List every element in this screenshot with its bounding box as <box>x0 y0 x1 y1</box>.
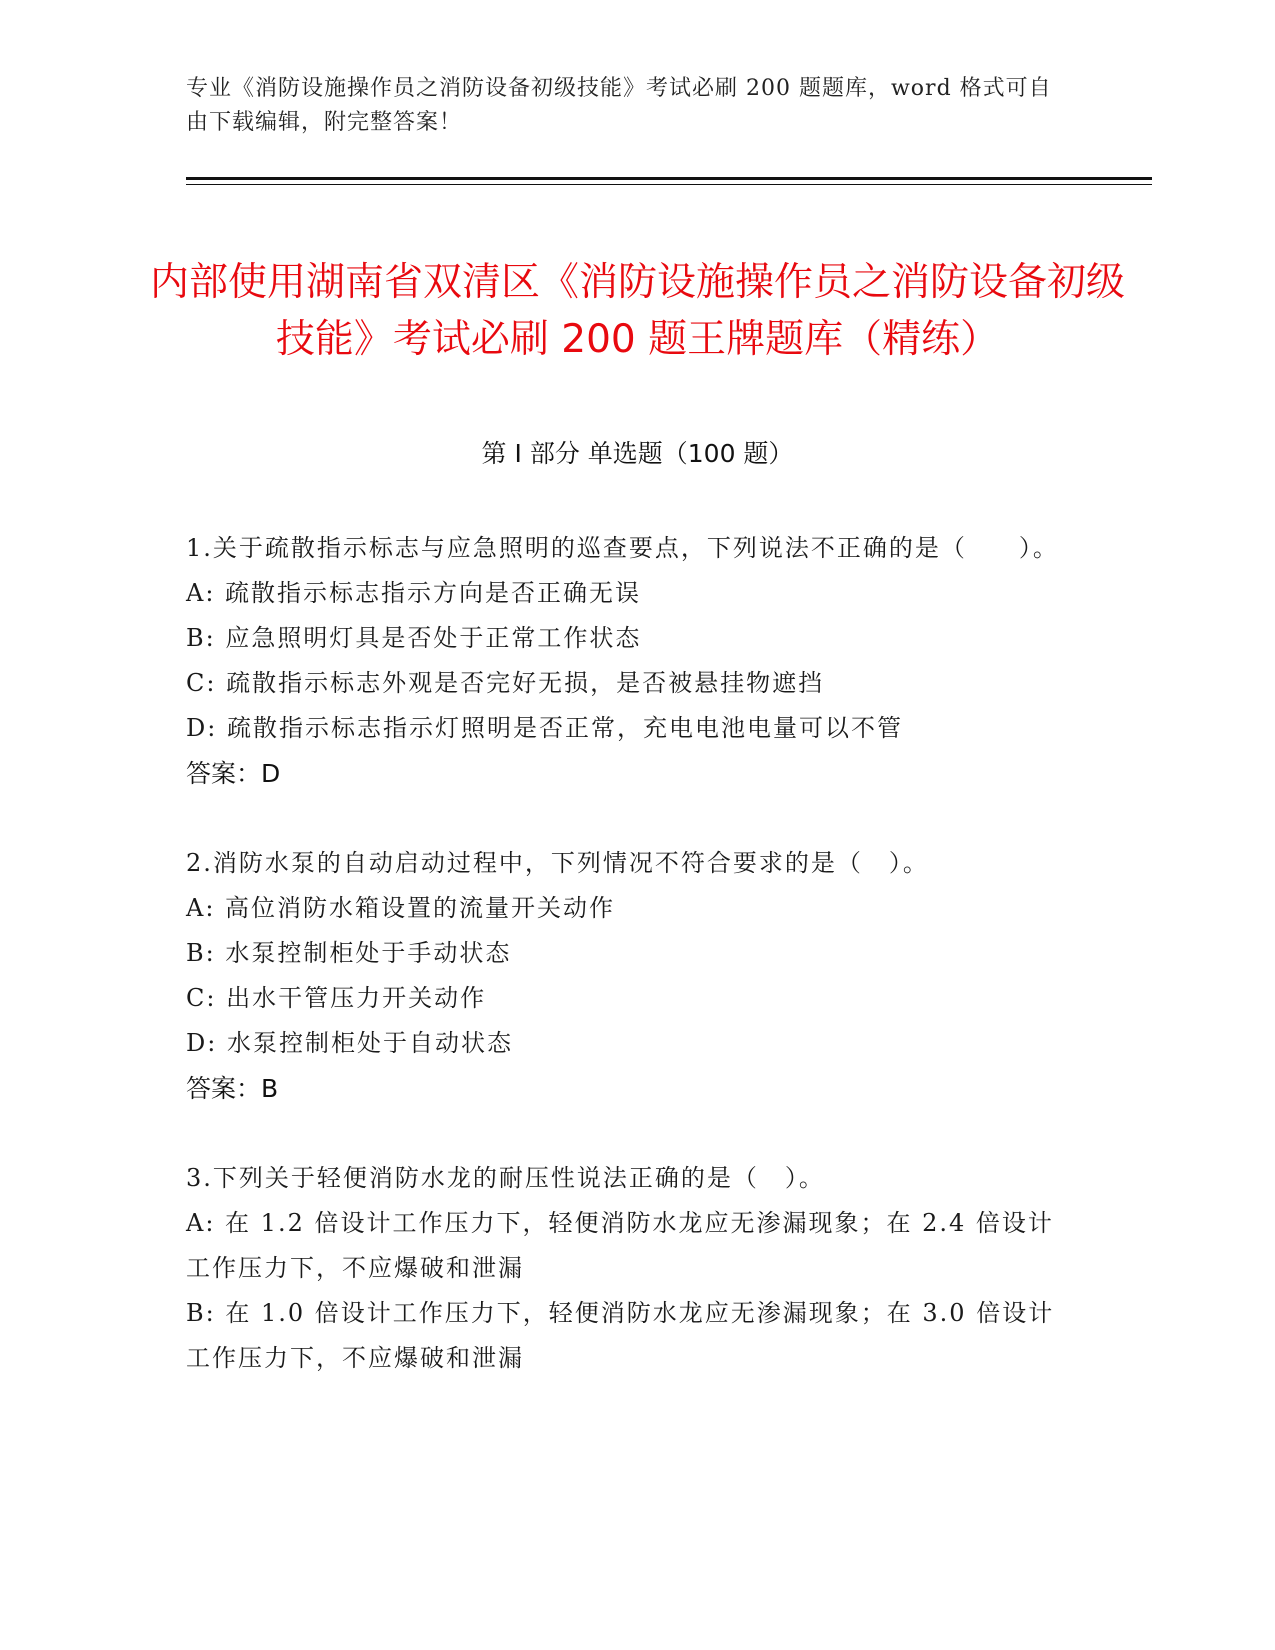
header-rule-thin <box>186 184 1152 185</box>
option-b: B: 在 1.0 倍设计工作压力下，轻便消防水龙应无渗漏现象；在 3.0 倍设计工作压力下，不应爆破和泄漏 <box>186 1299 1055 1372</box>
question-3 <box>186 1156 1066 1381</box>
option-a: A: 高位消防水箱设置的流量开关动作 <box>186 894 616 922</box>
option-a: A: 在 1.2 倍设计工作压力下，轻便消防水龙应无渗漏现象；在 2.4 倍设计工作压力下，不应爆破和泄漏 <box>186 1209 1054 1282</box>
question-list <box>186 526 1066 1426</box>
answer: 答案：D <box>186 759 281 788</box>
section-heading: 第 I 部分 单选题（100 题） <box>481 439 794 468</box>
question-2 <box>186 841 1066 1111</box>
option-c: C: 疏散指示标志外观是否完好无损，是否被悬挂物遮挡 <box>186 669 825 697</box>
question-1 <box>186 526 1066 796</box>
header-rule-thick <box>186 177 1152 180</box>
option-a: A: 疏散指示标志指示方向是否正确无误 <box>186 579 642 607</box>
option-b: B: 水泵控制柜处于手动状态 <box>186 939 512 967</box>
header-note: 专业《消防设施操作员之消防设备初级技能》考试必刷 200 题题库，word 格式可自由下载编辑，附完整答案！ <box>186 76 1052 135</box>
option-c: C: 出水干管压力开关动作 <box>186 984 487 1012</box>
question-stem: 2.消防水泵的自动启动过程中，下列情况不符合要求的是（ ）。 <box>186 849 929 877</box>
option-b: B: 应急照明灯具是否处于正常工作状态 <box>186 624 642 652</box>
option-d: D: 疏散指示标志指示灯照明是否正常，充电电池电量可以不管 <box>186 714 903 742</box>
document-title: 内部使用湖南省双清区《消防设施操作员之消防设备初级技能》考试必刷 200 题王牌题库（精练） <box>150 260 1126 363</box>
question-stem: 3.下列关于轻便消防水龙的耐压性说法正确的是（ ）。 <box>186 1164 825 1192</box>
answer: 答案：B <box>186 1074 279 1103</box>
question-stem: 1.关于疏散指示标志与应急照明的巡查要点，下列说法不正确的是（ ）。 <box>186 534 1059 562</box>
option-d: D: 水泵控制柜处于自动状态 <box>186 1029 513 1057</box>
